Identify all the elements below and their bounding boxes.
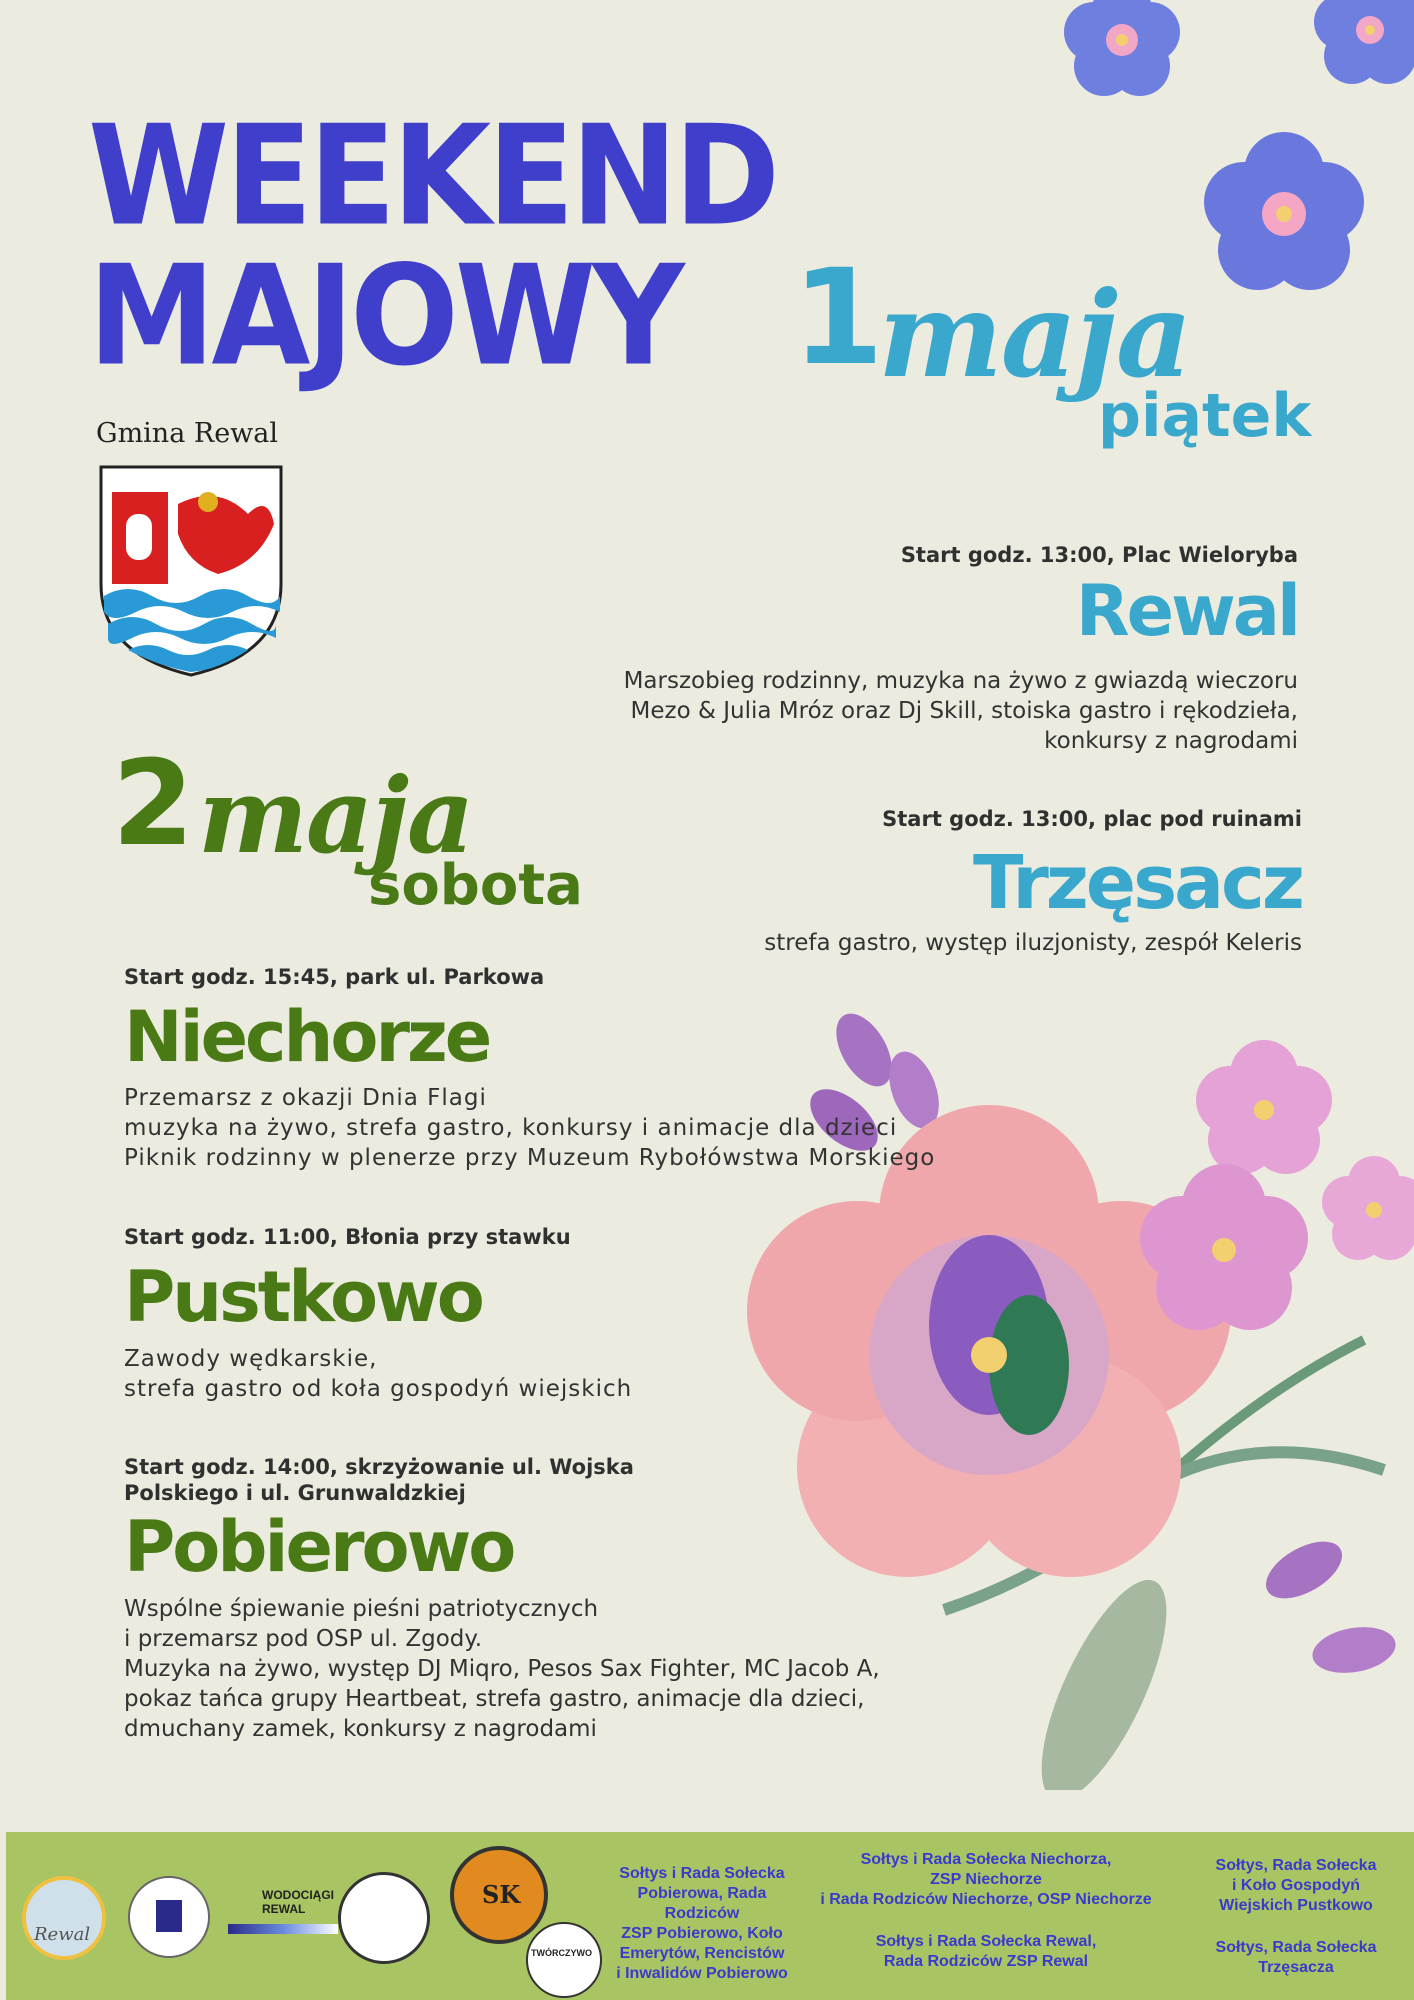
partner-niechorze: Sołtys i Rada Sołecka Niechorza, ZSP Niechorze i Rada Rodziców Niechorze, OSP Niechorze bbox=[820, 1851, 1152, 1908]
partner-pobierowo: Sołtys i Rada Sołecka Pobierowa, Rada Rodziców ZSP Pobierowo, Koło Emerytów, Rencistów i Inwalidów Pobierowo bbox=[616, 1865, 788, 1982]
day2-weekday: sobota bbox=[368, 853, 583, 918]
event-start-trzesacz: Start godz. 13:00, plac pod ruinami bbox=[882, 807, 1302, 831]
coat-of-arms-icon bbox=[98, 464, 284, 678]
title-line-2: MAJOWY bbox=[88, 236, 681, 398]
event-start-pustkowo: Start godz. 11:00, Błonia przy stawku bbox=[124, 1225, 571, 1249]
partner-trzesacz: Sołtys, Rada Sołecka Trzęsacza bbox=[1215, 1939, 1377, 1976]
flower-icon bbox=[1204, 132, 1364, 290]
rewal-logo: Rewal bbox=[22, 1876, 106, 1960]
event-desc-trzesacz: strefa gastro, występ iluzjonisty, zespół Keleris bbox=[764, 930, 1302, 956]
sk-logo: SK bbox=[450, 1846, 548, 1944]
flower-decoration-top bbox=[1040, 0, 1414, 290]
day1-weekday: piątek bbox=[1098, 381, 1312, 451]
org-name: Gmina Rewal bbox=[96, 418, 279, 449]
partner-pustkowo: Sołtys, Rada Sołecka i Koło Gospodyń Wiejskich Pustkowo bbox=[1215, 1857, 1377, 1914]
event-start-rewal: Start godz. 13:00, Plac Wieloryba bbox=[900, 543, 1298, 567]
event-start-niechorze: Start godz. 15:45, park ul. Parkowa bbox=[124, 965, 545, 989]
event-place-rewal: Rewal bbox=[1075, 570, 1298, 652]
footer-sponsors bbox=[6, 1832, 1414, 2000]
wodociagi-logo: WODOCIĄGI REWAL bbox=[228, 1888, 338, 1944]
flower-icon bbox=[1064, 0, 1180, 96]
day2-number: 2 bbox=[112, 734, 189, 872]
flower-icon bbox=[1322, 1156, 1414, 1260]
tworczywo-logo: TWÓRCZYWO bbox=[526, 1922, 602, 1998]
event-place-pustkowo: Pustkowo bbox=[124, 1256, 482, 1338]
flower-icon bbox=[1196, 1040, 1332, 1174]
flower-icon bbox=[1140, 1164, 1308, 1330]
partner-rewal: Sołtys i Rada Sołecka Rewal, Rada Rodziców ZSP Rewal bbox=[875, 1933, 1097, 1970]
museum-logo bbox=[338, 1872, 430, 1964]
event-desc-niechorze: Przemarsz z okazji Dnia Flagi muzyka na żywo, strefa gastro, konkursy i animacje dla dzieci Piknik rodzinny w plenerze przy Muzeum Rybołówstwa Morskiego bbox=[124, 1085, 936, 1171]
event-place-trzesacz: Trzęsacz bbox=[972, 840, 1302, 926]
day2-month: maja bbox=[198, 754, 473, 877]
flower-icon bbox=[747, 1105, 1231, 1577]
event-start-pobierowo: Start godz. 14:00, skrzyżowanie ul. Wojska Polskiego i ul. Grunwaldzkiej bbox=[124, 1455, 634, 1506]
day1-number: 1 bbox=[792, 241, 878, 395]
event-place-niechorze: Niechorze bbox=[124, 996, 490, 1078]
event-desc-pobierowo: Wspólne śpiewanie pieśni patriotycznych i przemarsz pod OSP ul. Zgody. Muzyka na żywo, występ DJ Miqro, Pesos Sax Fighter, MC Jacob A, pokaz tańca grupy Heartbeat, strefa gastro, animacje dla dzieci, dmuchany zamek, konkursy z nagrodami bbox=[124, 1596, 880, 1742]
sports-club-logo bbox=[128, 1876, 210, 1958]
day1-month: maja bbox=[878, 265, 1191, 404]
title-line-1: WEEKEND bbox=[88, 96, 777, 258]
event-place-pobierowo: Pobierowo bbox=[124, 1506, 514, 1588]
event-desc-pustkowo: Zawody wędkarskie, strefa gastro od koła gospodyń wiejskich bbox=[124, 1346, 633, 1402]
flower-icon bbox=[1314, 0, 1414, 84]
event-desc-rewal: Marszobieg rodzinny, muzyka na żywo z gwiazdą wieczoru Mezo & Julia Mróz oraz Dj Skill, stoiska gastro i rękodzieła, konkursy z nagrodami bbox=[623, 668, 1298, 754]
